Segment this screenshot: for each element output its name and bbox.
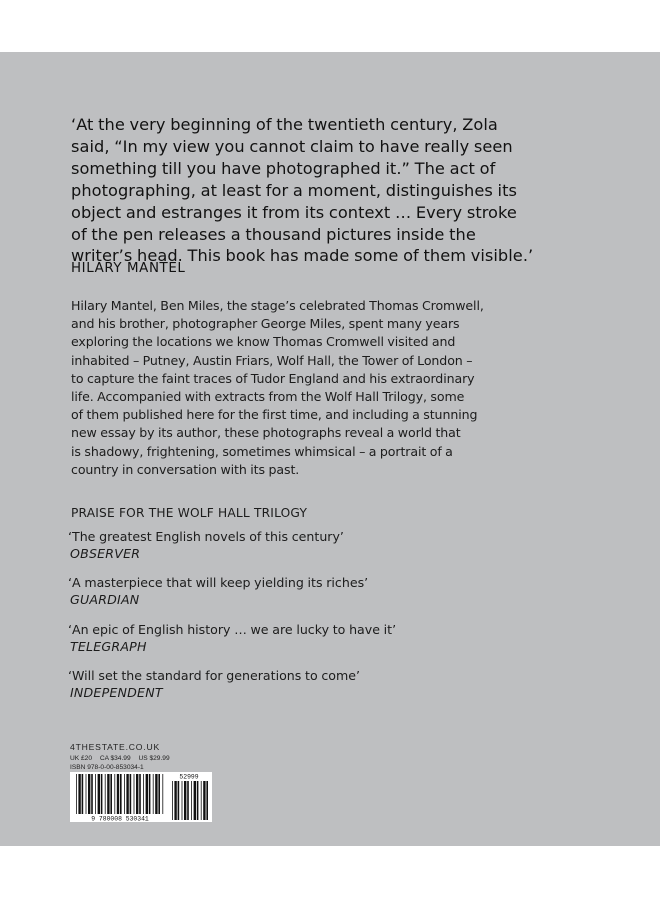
barcode-bar	[194, 781, 196, 820]
barcode-bar	[105, 774, 106, 814]
barcode-bar	[120, 774, 122, 814]
barcode-bar	[139, 774, 141, 814]
barcode-bar	[203, 781, 205, 820]
barcode-bar	[114, 774, 115, 814]
barcode-bar	[182, 781, 183, 820]
blurb-line: is shadowy, frightening, sometimes whimsical – a portrait of a	[71, 443, 453, 459]
praise-source: GUARDIAN	[70, 592, 140, 608]
barcode-bar	[158, 774, 160, 814]
barcode-bar	[174, 781, 176, 820]
barcode-bar	[76, 774, 77, 814]
barcode-bar	[107, 774, 109, 814]
barcode-bar	[110, 774, 112, 814]
blurb-line: new essay by its author, these photographs reveal a world that	[71, 425, 461, 441]
quote-line: writer’s head. This book has made some of them visible.’	[71, 246, 534, 266]
praise-item-independent	[68, 667, 360, 701]
barcode-bar	[124, 774, 125, 814]
price-us: US $29.99	[138, 755, 170, 762]
barcode-bar	[187, 781, 189, 820]
barcode-bar	[78, 774, 80, 814]
barcode-bar	[91, 774, 93, 814]
praise-item-guardian	[68, 574, 368, 608]
book-blurb	[71, 297, 491, 479]
isbn-number: ISBN 978-0-00-853034-1	[70, 764, 144, 771]
barcode-bar	[162, 774, 163, 814]
barcode-bar	[153, 774, 154, 814]
barcode-bar	[146, 774, 148, 814]
quote-line: ‘At the very beginning of the twentieth century, Zola	[71, 115, 498, 134]
quote-line: photographing, at least for a moment, distinguishes its	[71, 180, 517, 200]
barcode-bar	[101, 774, 103, 814]
quote-line: object and estranges it from its context … Every stroke	[71, 202, 517, 222]
blurb-line: exploring the locations we know Thomas Cromwell visited and	[71, 334, 456, 350]
barcode-bar	[82, 774, 84, 814]
praise-source: INDEPENDENT	[70, 685, 163, 701]
blurb-line: inhabited – Putney, Austin Friars, Wolf Hall, the Tower of London –	[71, 352, 473, 368]
price-ca: CA $34.99	[99, 755, 131, 762]
blurb-line: of them published here for the first time, and including a stunning	[71, 407, 478, 423]
barcode-bar	[206, 781, 208, 820]
barcode-bar	[134, 774, 135, 814]
barcode-bar	[197, 781, 199, 820]
barcode-bar	[117, 774, 119, 814]
barcode-bar	[191, 781, 192, 820]
praise-source: TELEGRAPH	[70, 639, 147, 655]
barcode-main-digits: 9 780008 530341	[91, 815, 149, 822]
praise-quote: ‘The greatest English novels of this century’	[68, 529, 344, 544]
price-uk: UK £20	[70, 755, 92, 762]
blurb-line: to capture the faint traces of Tudor England and his extraordinary	[71, 370, 475, 386]
publisher-url: 4THESTATE.CO.UK	[70, 742, 160, 752]
blurb-line: Hilary Mantel, Ben Miles, the stage’s celebrated Thomas Cromwell,	[71, 298, 484, 313]
isbn-barcode	[70, 772, 212, 822]
quote-line: of the pen releases a thousand pictures inside the	[71, 224, 476, 244]
barcode-bar	[86, 774, 87, 814]
praise-source: OBSERVER	[70, 546, 141, 562]
barcode-bar	[136, 774, 138, 814]
barcode-bar	[155, 774, 157, 814]
barcode-bar	[126, 774, 128, 814]
price-list	[70, 755, 176, 762]
barcode-bar	[178, 781, 180, 820]
back-cover	[0, 52, 660, 846]
barcode-bar	[149, 774, 151, 814]
barcode-bar	[98, 774, 100, 814]
quote-author: HILARY MANTEL	[71, 261, 186, 276]
blurb-line: life. Accompanied with extracts from the Wolf Hall Trilogy, some	[71, 389, 465, 405]
barcode-graphic	[70, 772, 212, 822]
praise-quote: ‘Will set the standard for generations to come’	[68, 668, 361, 683]
quote-text	[71, 114, 534, 267]
barcode-addon-digits: 52999	[179, 773, 199, 781]
barcode-bar	[172, 781, 173, 820]
blurb-line: and his brother, photographer George Miles, spent many years	[71, 316, 460, 332]
praise-heading: PRAISE FOR THE WOLF HALL TRILOGY	[71, 506, 308, 520]
quote-line: said, “In my view you cannot claim to have really seen	[71, 136, 513, 156]
barcode-bar	[130, 774, 132, 814]
praise-item-telegraph	[68, 621, 396, 655]
barcode-bar	[184, 781, 186, 820]
barcode-bar	[88, 774, 90, 814]
praise-quote: ‘An epic of English history … we are lucky to have it’	[68, 622, 397, 637]
praise-item-observer	[68, 528, 344, 562]
barcode-bar	[143, 774, 144, 814]
praise-quote: ‘A masterpiece that will keep yielding its riches’	[68, 575, 369, 590]
barcode-bar	[95, 774, 96, 814]
quote-line: something till you have photographed it.” The act of	[71, 158, 496, 178]
blurb-line: country in conversation with its past.	[71, 461, 300, 477]
barcode-bar	[201, 781, 202, 820]
